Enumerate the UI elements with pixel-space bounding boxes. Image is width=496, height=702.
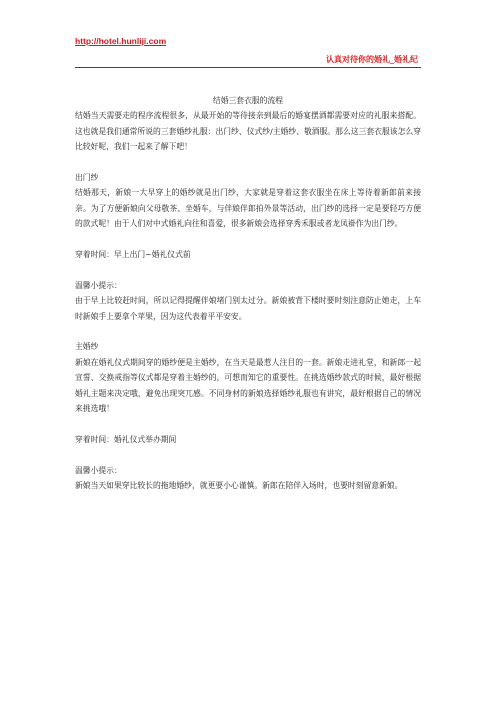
- section-body-departure-dress: 结婚那天，新娘一大早穿上的婚纱就是出门纱，大家就是穿着这套衣服坐在床上等待着新郎前来接亲。为了方便新娘向父母敬茶、坐婚车，与伴娘伴郎拍外景等活动，出门纱的选择一定是要轻巧方便的款式呢！由于人们对中式婚礼向往和喜爱，很多新娘会选择穿秀禾服或者龙凤褂作为出门纱。: [75, 188, 421, 229]
- spacer: [75, 324, 421, 339]
- tip-heading-main-gown: 温馨小提示：: [75, 465, 122, 475]
- wear-time-departure-dress: 穿着时间：早上出门~婚礼仪式前: [75, 250, 191, 260]
- header-divider: [75, 67, 421, 68]
- spacer: [75, 416, 421, 431]
- header-tagline: 认真对待你的婚礼_婚礼纪: [326, 55, 418, 64]
- section-body-main-gown: 新娘在婚礼仪式期间穿的婚纱便是主婚纱，在当天是最惹人注目的一套。新娘走进礼堂，和新郎一起宣誓、交换戒指等仪式都是穿着主婚纱的，可想而知它的重要性。在挑选婚纱款式的时候，最好根据婚礼主题来决定哦，避免出现突兀感。不同身材的新娘选择婚纱礼服也有讲究，最好根据自己的情况来挑选哦！: [75, 357, 421, 414]
- document-body: [75, 93, 421, 493]
- header-link[interactable]: http://hotel.hunliji.com: [75, 36, 167, 46]
- tip-heading-departure-dress: 温馨小提示：: [75, 280, 122, 290]
- spacer: [75, 262, 421, 277]
- wear-time-main-gown: 穿着时间：婚礼仪式举办期间: [75, 434, 177, 444]
- section-heading-main-gown: 主婚纱: [75, 342, 99, 352]
- spacer: [75, 447, 421, 462]
- spacer: [75, 155, 421, 170]
- section-heading-departure-dress: 出门纱: [75, 173, 99, 183]
- spacer: [75, 232, 421, 247]
- intro-paragraph: 结婚当天需要走的程序流程很多，从最开始的等待接亲到最后的婚宴摆酒都需要对应的礼服来搭配。这也就是我们通常所说的三套婚纱礼服：出门纱、仪式纱/主婚纱、敬酒服。那么这三套衣服该怎么穿比较好呢，我们一起来了解下吧！: [75, 111, 421, 152]
- tip-body-main-gown: 新娘当天如果穿比较长的拖地婚纱，就更要小心谨慎。新郎在陪伴入场时，也要时刻留意新娘。: [75, 481, 403, 491]
- document-title: 结婚三套衣服的流程: [212, 96, 284, 105]
- tip-body-departure-dress: 由于早上比较赶时间，所以记得提醒伴娘堵门别太过分。新娘被背下楼时要时刻注意防止她走，上车时新娘手上要拿个苹果，因为这代表着平平安安。: [75, 296, 421, 321]
